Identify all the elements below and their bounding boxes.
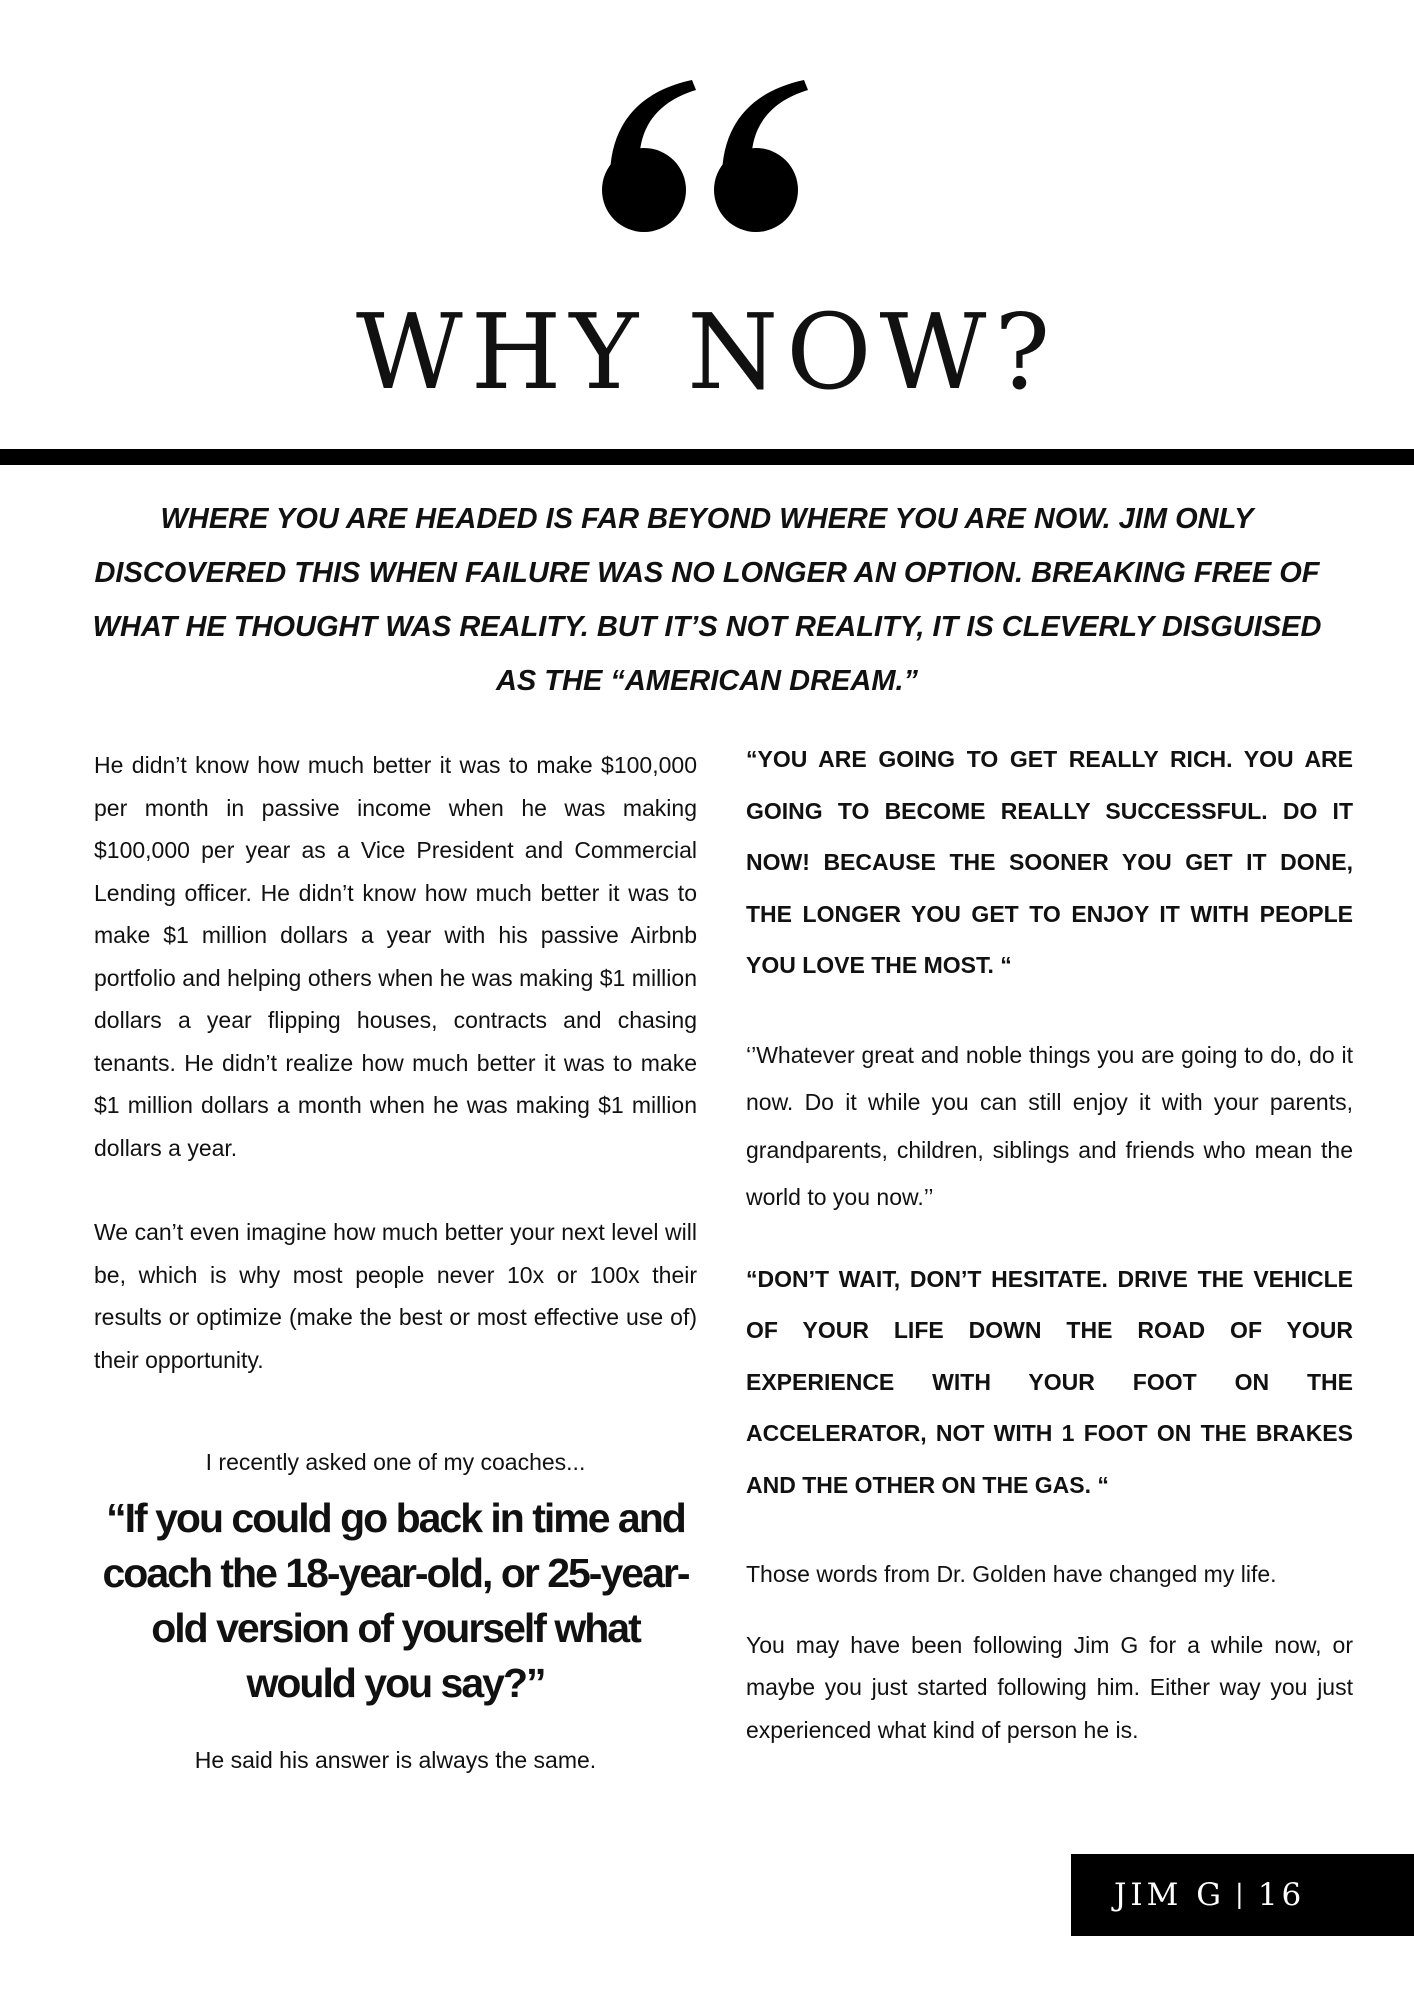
left-paragraph-1: He didn’t know how much better it was to make $100,000 per month in passive income when he was making $100,000 per year as a Vice President and Commercial Lending officer. He didn’t know how much better it was to make $1 million dollars a year with his passive Airbnb portfolio and helping others when he was making $1 million dollars a year flipping houses, contracts and chasing tenants. He didn’t realize how much better it was to make $1 million dollars a month when he was making $1 million dollars a year. [94,752,697,1161]
page-title: WHY NOW? [355,291,1059,413]
left-paragraph-2: We can’t even imagine how much better your next level will be, which is why most people never 10x or 100x their results or optimize (make the best or most effective use of) their opportunity. [94,1219,697,1373]
footer-separator: | [1235,1880,1248,1910]
left-column [94,744,697,1775]
footer-author: JIM G [1114,1877,1226,1913]
right-paragraph-2: You may have been following Jim G for a while now, or maybe you just started following him. Either way you just experienced what kind of person he is. [746,1631,1353,1743]
page-footer [1071,1854,1414,1936]
quotation-mark-icon [596,80,816,240]
coach-lead-in: I recently asked one of my coaches... [205,1449,586,1475]
quote-do-it-now: ‘’Whatever great and noble things you are going to do, do it now. Do it while you can still enjoy it with your parents, grandparents, children, siblings and friends who mean the world to you now.’’ [746,1041,1353,1210]
quote-get-rich: “YOU ARE GOING TO GET REALLY RICH. YOU ARE GOING TO BECOME REALLY SUCCESSFUL. DO IT NOW! BECAUSE THE SOONER YOU GET IT DONE, THE LONGER YOU GET TO ENJOY IT WITH PEOPLE YOU LOVE THE MOST. “ [746,746,1353,978]
right-column [746,744,1353,1751]
page-number: 16 [1257,1877,1306,1913]
coach-answer-line: He said his answer is always the same. [194,1747,597,1773]
intro-statement: WHERE YOU ARE HEADED IS FAR BEYOND WHERE YOU ARE NOW. JIM ONLY DISCOVERED THIS WHEN FAILURE WAS NO LONGER AN OPTION. BREAKING FREE OF WHAT HE THOUGHT WAS REALITY. BUT IT’S NOT REALITY, IT IS CLEVERLY DISGUISED AS THE “AMERICAN DREAM.” [92,503,1322,697]
coach-question-quote: “If you could go back in time and coach the 18-year-old, or 25-year-old version of yourself what would you say?” [102,1495,689,1706]
right-paragraph-1: Those words from Dr. Golden have changed my life. [746,1561,1277,1587]
quote-dont-wait: “DON’T WAIT, DON’T HESITATE. DRIVE THE VEHICLE OF YOUR LIFE DOWN THE ROAD OF YOUR EXPERIENCE WITH YOUR FOOT ON THE ACCELERATOR, NOT WITH 1 FOOT ON THE BRAKES AND THE OTHER ON THE GAS. “ [746,1265,1353,1498]
divider [0,449,1414,465]
